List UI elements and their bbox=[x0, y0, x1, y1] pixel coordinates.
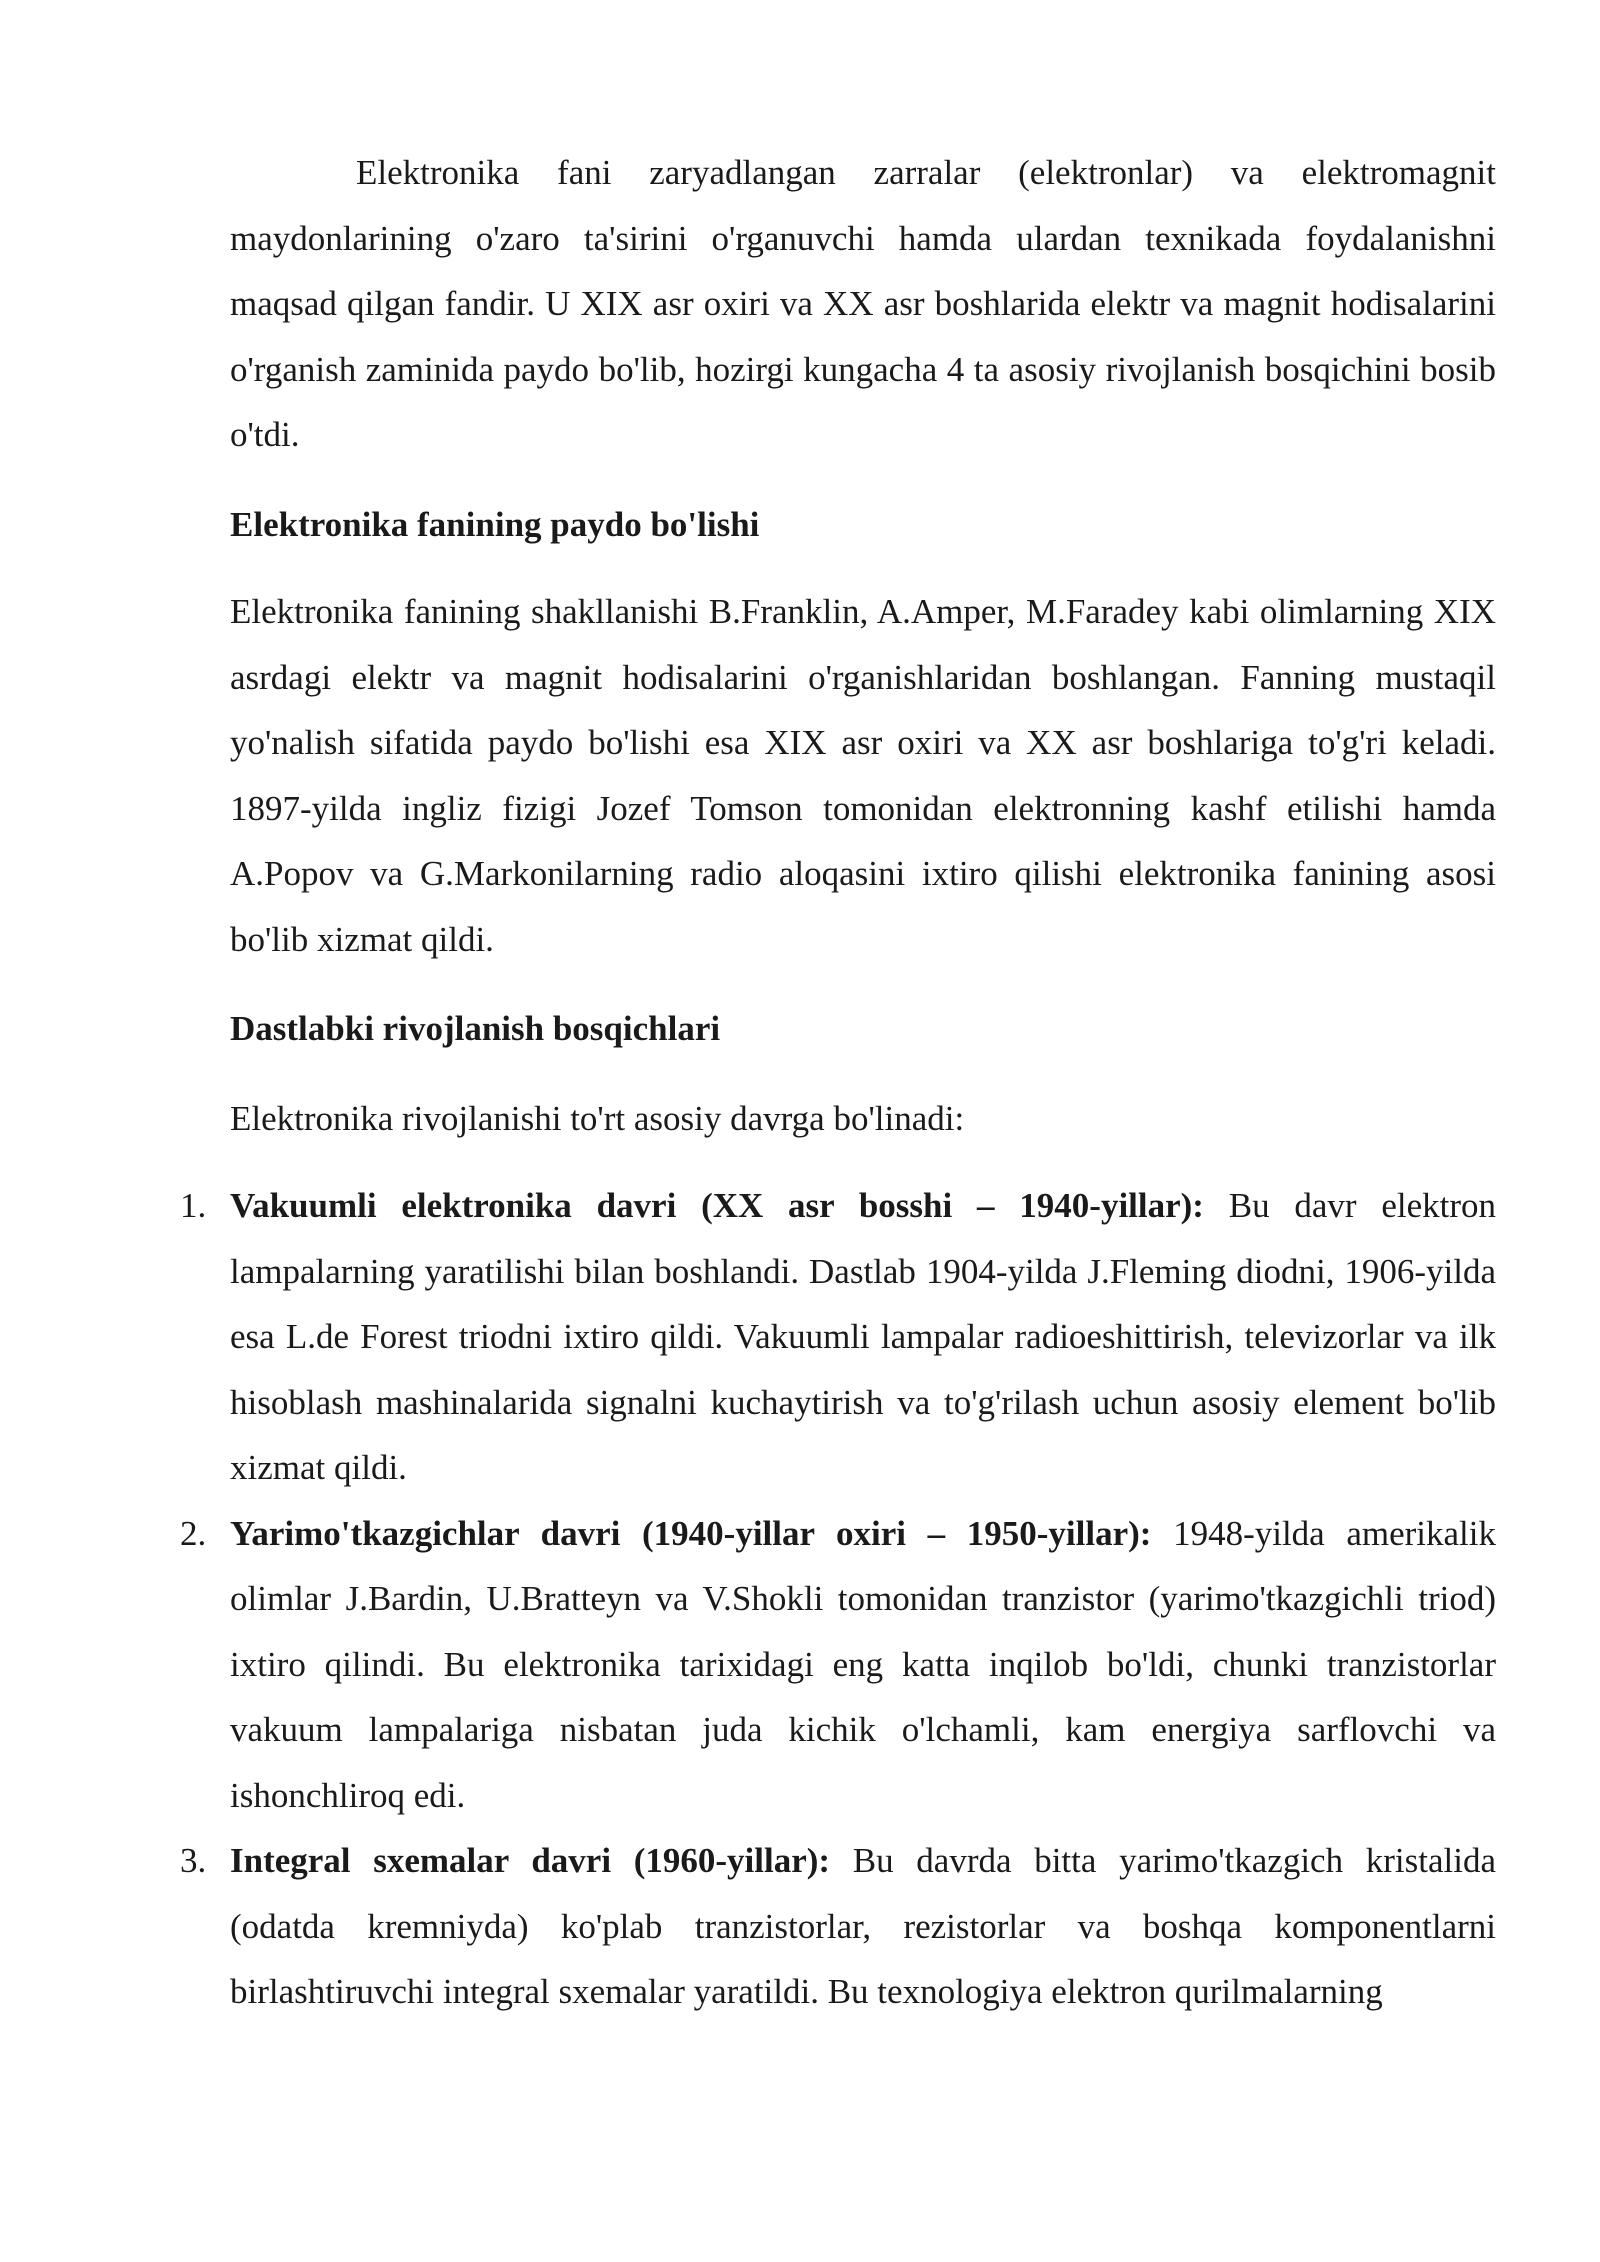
intro-paragraph: Elektronika fani zaryadlangan zarralar (elektronlar) va elektromagnit maydonlarining o'zaro ta'sirini o'rganuvchi hamda ulardan texnikada foydalanishni maqsad qilgan fandir. U XIX asr oxiri va XX asr boshlarida elektr va magnit hodisalarini o'rganish zaminida paydo bo'lib, hozirgi kungacha 4 ta asosiy rivojlanish bosqichini bosib o'tdi. bbox=[230, 153, 1496, 454]
stages-list bbox=[180, 1173, 1497, 2025]
list-item bbox=[180, 1501, 1497, 1829]
list-item-text: Bu davrda bitta yarimo'tkazgich kristalida (odatda kremniyda) ko'plab tranzistorlar, rezistorlar va boshqa komponentlarni birlashtiruvchi integral sxemalar yaratildi. Bu texnologiya elektron qurilmalarning bbox=[230, 1841, 1497, 2011]
origin-paragraph: Elektronika fanining shakllanishi B.Franklin, A.Amper, M.Faradey kabi olimlarning XIX asrdagi elektr va magnit hodisalarini o'rganishlaridan boshlangan. Fanning mustaqil yo'nalish sifatida paydo bo'lishi esa XIX asr oxiri va XX asr boshlariga to'g'ri keladi. 1897-yilda ingliz fizigi Jozef Tomson tomonidan elektronning kashf etilishi hamda A.Popov va G.Markonilarning radio aloqasini ixtiro qilishi elektronika fanining asosi bo'lib xizmat qildi. bbox=[230, 592, 1496, 959]
stages-lead-paragraph: Elektronika rivojlanishi to'rt asosiy davrga bo'linadi: bbox=[230, 1098, 965, 1138]
list-item-number: 3. bbox=[180, 1841, 207, 1880]
section-heading-stages: Dastlabki rivojlanish bosqichlari bbox=[230, 1009, 721, 1048]
list-item bbox=[180, 1173, 1496, 1501]
list-item-number: 2. bbox=[180, 1513, 207, 1553]
list-item-text: Bu davr elektron lampalarning yaratilishi bilan boshlandi. Dastlab 1904-yilda J.Fleming diodni, 1906-yilda esa L.de Forest triodni ixtiro qildi. Vakuumli lampalar radioeshittirish, televizorlar va ilk hisoblash mashinalarida signalni kuchaytirish va to'g'rilash uchun asosiy element bo'lib xizmat qildi. bbox=[230, 1186, 1496, 1487]
document-page bbox=[180, 140, 1497, 2025]
section-heading-origin: Elektronika fanining paydo bo'lishi bbox=[230, 504, 760, 544]
list-item-number: 1. bbox=[180, 1186, 207, 1225]
list-item-title: Vakuumli elektronika davri (XX asr bosshi – 1940-yillar): bbox=[230, 1186, 1204, 1225]
list-item-title: Yarimo'tkazgichlar davri (1940-yillar oxiri – 1950-yillar): bbox=[230, 1513, 1152, 1553]
list-item-title: Integral sxemalar davri (1960-yillar): bbox=[230, 1841, 831, 1880]
list-item-text: 1948-yilda amerikalik olimlar J.Bardin, U.Bratteyn va V.Shokli tomonidan tranzistor (yarimo'tkazgichli triod) ixtiro qilindi. Bu elektronika tarixidagi eng katta inqilob bo'ldi, chunki tranzistorlar vakuum lampalariga nisbatan juda kichik o'lchamli, kam energiya sarflovchi va ishonchliroq edi. bbox=[230, 1513, 1497, 1815]
list-item bbox=[180, 1828, 1497, 2025]
